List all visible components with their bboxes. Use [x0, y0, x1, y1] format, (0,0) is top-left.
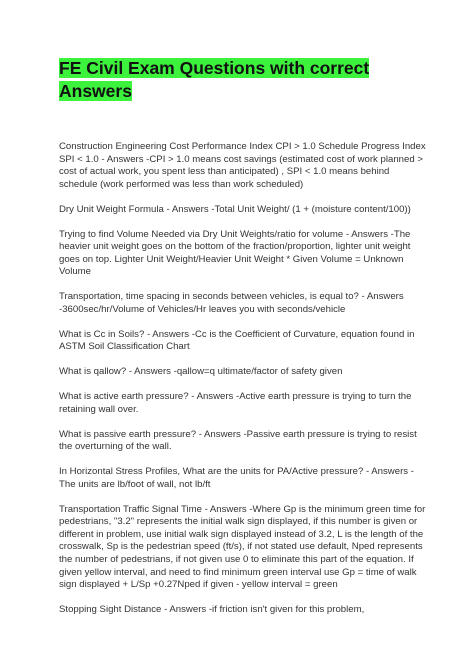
qa-entry-dry-unit-weight: Dry Unit Weight Formula - Answers -Total Unit Weight/ (1 + (moisture content/100))	[59, 203, 411, 215]
qa-entry-sight-distance: Stopping Sight Distance - Answers -if friction isn't given for this problem,	[59, 604, 365, 615]
qa-entry-cc-soils: What is Cc in Soils? - Answers -Cc is the Coefficient of Curvature, equation found in ASTM Soil Classification Chart	[59, 328, 415, 353]
qa-entry-qallow: What is qallow? - Answers -qallow=q ultimate/factor of safety given	[59, 366, 343, 378]
title-block	[59, 57, 426, 103]
qa-entry-time-spacing: Transportation, time spacing in seconds between vehicles, is equal to? - Answers -3600sec/hr/Volume of Vehicles/Hr leaves you with seconds/vehicle	[59, 291, 404, 315]
qa-entry-active-pressure: What is active earth pressure? - Answers -Active earth pressure is trying to turn the retaining wall over.	[59, 391, 412, 415]
qa-entry-stress-units: In Horizontal Stress Profiles, What are the units for PA/Active pressure? - Answers -The units are lb/foot of wall, not lb/ft	[59, 466, 414, 490]
qa-entry-volume-ratio: Trying to find Volume Needed via Dry Unit Weights/ratio for volume - Answers -The heavier unit weight goes on the bottom of the fraction/proportion, lighter unit weight goes on top. Lighter Unit Weight/Heavier Unit Weight * Given Volume = Unknown Volume	[59, 228, 411, 278]
qa-entry-passive-pressure: What is passive earth pressure? - Answers -Passive earth pressure is trying to resist the overturning of the wall.	[59, 428, 417, 453]
qa-entry-cpi-spi: Construction Engineering Cost Performance Index CPI > 1.0 Schedule Progress Index SPI < 1.0 - Answers -CPI > 1.0 means cost savings (estimated cost of work planned > cost of actual work, you spent less than anticipated) , SPI < 1.0 means behind schedule (work performed was less than work scheduled)	[59, 141, 426, 190]
qa-entry-signal-time: Transportation Traffic Signal Time - Answers -Where Gp is the minimum green time for pedestrians, "3.2" represents the initial walk sign displayed, if this number is given or different in problem, use initial walk sign displayed instead of 3.2, L is the length of the crosswalk, Sp is the pedestrian speed (ft/s), if not stated use default, Nped represents the number of pedestrians, if not given use 0 to eliminate this part of the equation. If given yellow interval, and need to find minimum green interval use Gp = time of walk sign displayed + L/Sp +0.27Nped if given - yellow interval = green	[59, 503, 426, 591]
document-title: FE Civil Exam Questions with correct Answers	[59, 58, 370, 101]
